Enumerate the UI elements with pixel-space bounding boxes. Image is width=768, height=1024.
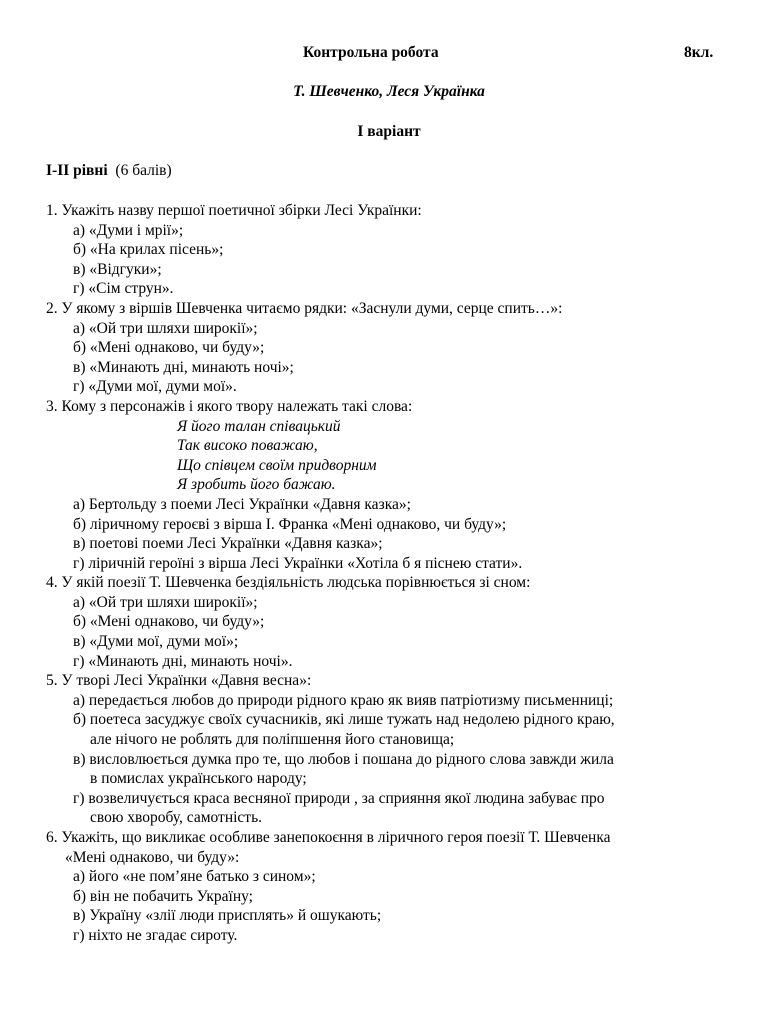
option: г) «Минають дні, минають ночі». <box>73 652 293 670</box>
poem-line: Я зробить його бажаю. <box>177 476 336 494</box>
option: б) він не побачить Україну; <box>73 887 253 905</box>
question-4: 4. У якій поезії Т. Шевченка бездіяльність людська порівнюється зі сном: <box>46 574 531 592</box>
option: в) «Відгуки»; <box>73 260 162 278</box>
question-5: 5. У творі Лесі Українки «Давня весна»: <box>46 672 312 690</box>
question-2: 2. У якому з віршів Шевченка читаємо рядки: «Заснули думи, серце спить…»: <box>46 299 563 317</box>
option-continuation: але нічого не роблять для поліпшення його становища; <box>90 731 455 749</box>
poem-line: Що співцем своїм придворним <box>177 456 377 474</box>
document-title: Контрольна робота <box>303 44 439 61</box>
option-continuation: свою хворобу, самотність. <box>90 809 263 827</box>
option: в) «Минають дні, минають ночі»; <box>73 358 294 376</box>
option: б) ліричному героєві з вірша І. Франка «Мені однаково, чи буду»; <box>73 515 507 533</box>
option: а) «Ой три шляхи широкії»; <box>73 319 258 337</box>
question-3: 3. Кому з персонажів і якого твору належать такі слова: <box>46 397 413 415</box>
question-continuation: «Мені однаково, чи буду»: <box>65 848 240 866</box>
option: а) його «не пом’яне батько з сином»; <box>73 868 316 886</box>
option: г) «Сім струн». <box>73 280 174 298</box>
option: г) «Думи мої, думи мої». <box>73 378 237 396</box>
question-6: 6. Укажіть, що викликає особливе занепокоєння в ліричного героя поезії Т. Шевченка <box>46 829 611 846</box>
option: а) передається любов до природи рідного краю як вияв патріотизму письменниці; <box>73 691 614 709</box>
option: а) «Думи і мрії»; <box>73 221 184 239</box>
poem-line: Так високо поважаю, <box>177 437 318 455</box>
option: в) висловлюється думка про те, що любов і пошана до рідного слова завжди жила <box>73 750 614 768</box>
option-continuation: в помислах українського народу; <box>90 770 307 788</box>
option: в) «Думи мої, думи мої»; <box>73 633 239 651</box>
option: б) «На крилах пісень»; <box>73 241 224 259</box>
question-1: 1. Укажіть назву першої поетичної збірки Лесі Українки: <box>46 202 422 219</box>
document-subtitle: Т. Шевченко, Леся Українка <box>293 83 485 100</box>
option: г) ніхто не згадає сироту. <box>73 926 238 944</box>
option: б) «Мені однаково, чи буду»; <box>73 339 265 357</box>
option: а) Бертольду з поеми Лесі Українки «Давня казка»; <box>73 495 411 513</box>
option: в) поетові поеми Лесі Українки «Давня казка»; <box>73 535 383 553</box>
grade-label: 8кл. <box>684 44 714 61</box>
option: г) возвеличується краса весняної природи , за сприяння якої людина забуває про <box>73 789 605 807</box>
option: а) «Ой три шляхи широкії»; <box>73 593 258 611</box>
option: г) ліричній героїні з вірша Лесі Українки «Хотіла б я піснею стати». <box>73 554 523 572</box>
option: б) поетеса засуджує своїх сучасників, які лише тужать над недолею рідного краю, <box>73 711 615 729</box>
level-label: І-ІІ рівні <box>46 162 108 179</box>
option: б) «Мені однаково, чи буду»; <box>73 613 265 631</box>
level-heading <box>46 162 172 180</box>
title-row <box>0 44 768 64</box>
variant-label: І варіант <box>357 123 421 140</box>
level-points: (6 балів) <box>115 162 172 179</box>
questions-list <box>46 201 726 946</box>
option: в) Україну «злії люди присплять» й ошукають; <box>73 907 382 925</box>
poem-line: Я його талан співацький <box>177 417 341 435</box>
